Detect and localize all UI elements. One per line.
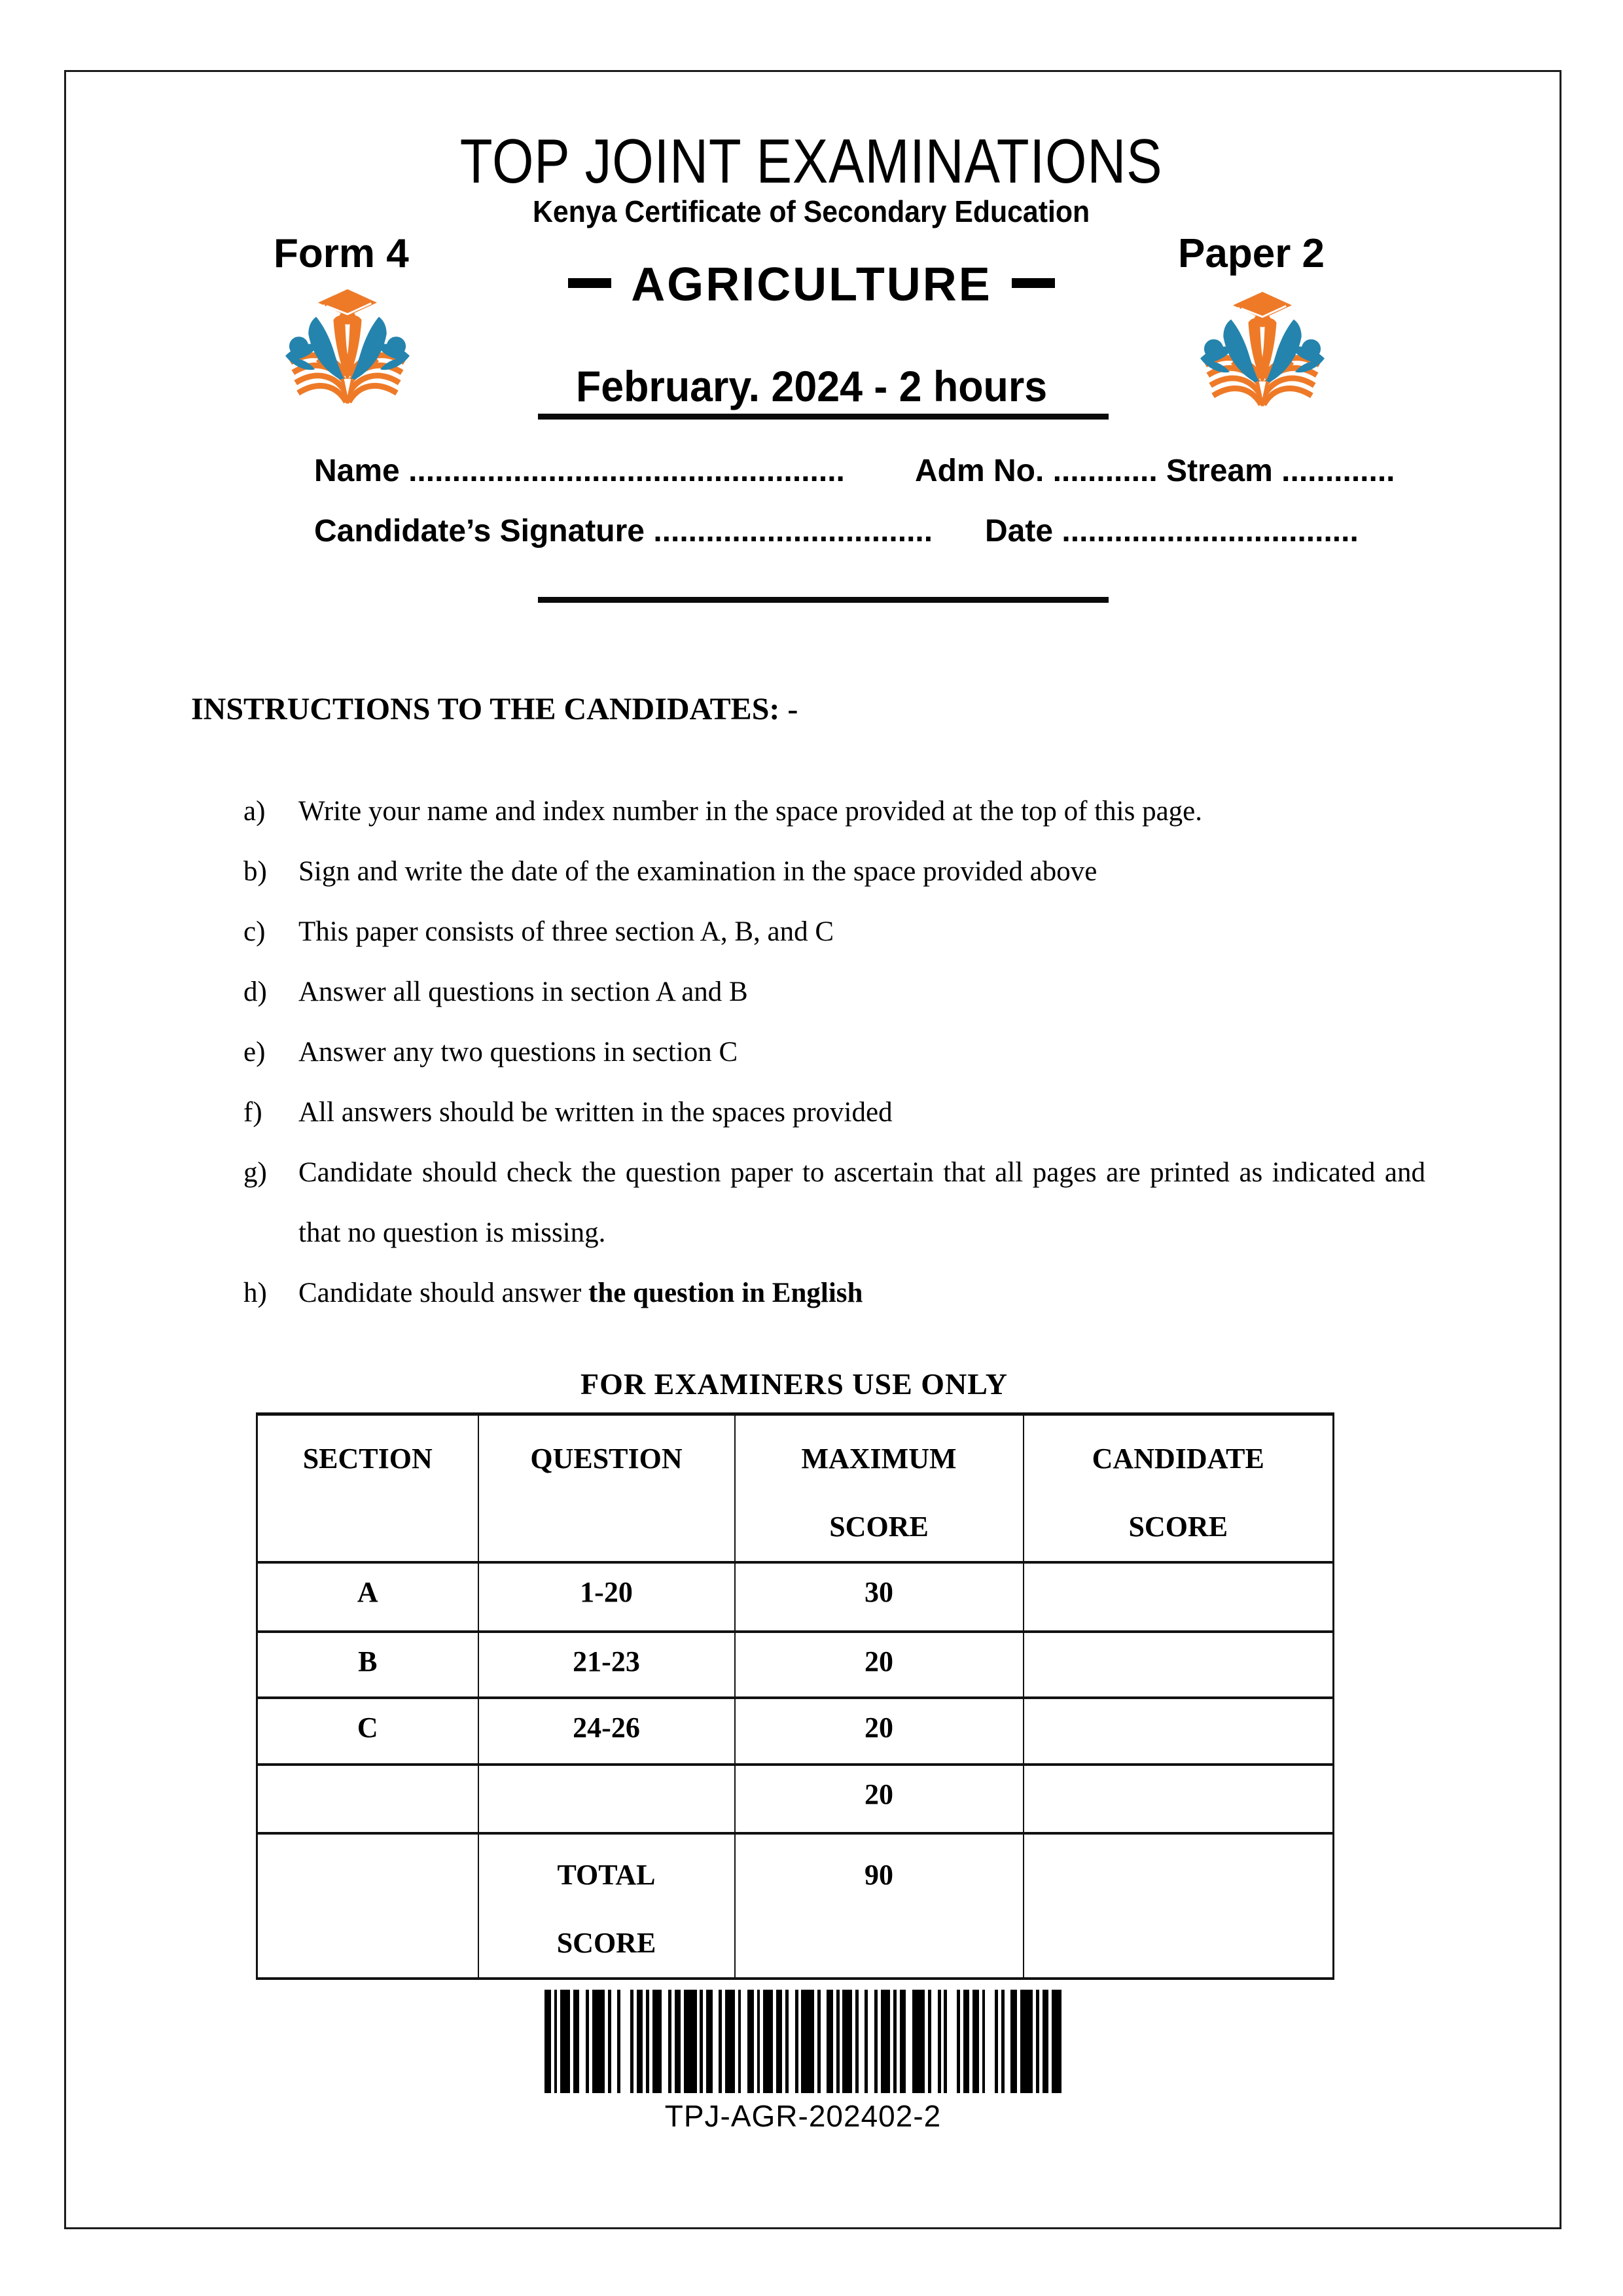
cell-question — [478, 1765, 735, 1833]
stream-field-dots: ............. — [1281, 454, 1395, 488]
name-label: Name — [314, 454, 400, 488]
header-section: SECTION — [257, 1414, 478, 1563]
cell-section: C — [257, 1698, 478, 1765]
cell-candidate-score — [1024, 1833, 1334, 1979]
subject-line — [0, 258, 1623, 312]
cell-candidate-score — [1024, 1765, 1334, 1833]
page-title — [0, 126, 1623, 198]
header-max-score: SCORE — [829, 1511, 929, 1543]
instruction-item-h — [243, 1263, 1425, 1323]
cell-question: 1-20 — [478, 1562, 735, 1632]
item-letter: h) — [243, 1278, 267, 1308]
barcode — [544, 1990, 1061, 2093]
cell-candidate-score — [1024, 1632, 1334, 1698]
item-text — [298, 1263, 1425, 1323]
cell-max-score: 30 — [735, 1562, 1024, 1632]
name-field — [314, 453, 845, 489]
cell-question: 24-26 — [478, 1698, 735, 1765]
table-row-section-c — [257, 1698, 1334, 1765]
total-label-line2: SCORE — [556, 1927, 656, 1959]
instruction-item-a — [243, 781, 1425, 842]
item-text-regular: Candidate should answer — [298, 1278, 589, 1308]
item-letter: e) — [243, 1037, 266, 1067]
table-row-section-a — [257, 1562, 1334, 1632]
cell-question: 21-23 — [478, 1632, 735, 1698]
adm-stream-field — [915, 453, 1395, 489]
stream-label: Stream — [1166, 454, 1273, 488]
date-field — [985, 513, 1359, 549]
item-letter: c) — [243, 916, 266, 947]
instructions-heading: INSTRUCTIONS TO THE CANDIDATES: - — [191, 692, 798, 726]
instruction-item-e — [243, 1022, 1425, 1083]
cell-section: A — [257, 1562, 478, 1632]
session-text: February. 2024 - 2 hours — [575, 362, 1048, 410]
session-line — [0, 361, 1623, 411]
item-text: Write your name and index number in the space provided at the top of this page. — [298, 796, 1203, 827]
instruction-item-g — [243, 1143, 1425, 1263]
header-maximum: MAXIMUM — [801, 1443, 957, 1475]
dash-decoration-left — [568, 278, 611, 288]
header-candidate: CANDIDATE — [1092, 1443, 1264, 1475]
signature-label: Candidate’s Signature — [314, 514, 645, 548]
signature-field-dots: ................................ — [653, 514, 933, 548]
item-text: All answers should be written in the spaces provided — [298, 1097, 893, 1128]
item-text: Answer any two questions in section C — [298, 1037, 738, 1067]
date-field-dots: .................................. — [1061, 514, 1359, 548]
cell-max-score: 20 — [735, 1698, 1024, 1765]
item-text: Sign and write the date of the examination in the space provided above — [298, 856, 1097, 887]
cell-section — [257, 1765, 478, 1833]
item-letter: b) — [243, 856, 267, 887]
cell-section: B — [257, 1632, 478, 1698]
cell-section — [257, 1833, 478, 1979]
cell-candidate-score — [1024, 1562, 1334, 1632]
header-candidate-score — [1024, 1414, 1334, 1563]
total-label-line1: TOTAL — [557, 1859, 656, 1891]
item-letter: a) — [243, 796, 266, 827]
name-field-dots: .................................................. — [408, 454, 845, 488]
item-text-bold: the question in English — [588, 1278, 863, 1308]
divider-rule-bottom — [538, 597, 1109, 603]
barcode-text: TPJ-AGR-202402-2 — [664, 2099, 942, 2133]
instruction-item-f — [243, 1083, 1425, 1143]
cell-total-score-label — [478, 1833, 735, 1979]
examiners-table — [256, 1412, 1334, 1980]
adm-field-dots: ............ — [1052, 454, 1158, 488]
cell-max-score: 90 — [735, 1833, 1024, 1979]
adm-label: Adm No. — [915, 454, 1044, 488]
signature-field — [314, 513, 933, 549]
header-question: QUESTION — [478, 1414, 735, 1563]
page-subtitle — [0, 194, 1623, 229]
page-title-text: TOP JOINT EXAMINATIONS — [460, 126, 1163, 196]
item-text: This paper consists of three section A, B, and C — [298, 916, 834, 947]
instruction-item-c — [243, 902, 1425, 962]
table-row-extra — [257, 1765, 1334, 1833]
date-label: Date — [985, 514, 1054, 548]
subject-title: AGRICULTURE — [631, 259, 992, 311]
item-text: Answer all questions in section A and B — [298, 977, 748, 1007]
paper-label: Paper 2 — [1178, 231, 1325, 276]
item-text: Candidate should check the question paper to ascertain that all pages are printed as indicated and that no question is missing. — [298, 1157, 1425, 1248]
divider-rule-top — [538, 414, 1109, 420]
page-subtitle-text: Kenya Certificate of Secondary Education — [533, 194, 1090, 228]
table-row-section-b — [257, 1632, 1334, 1698]
table-header-row — [257, 1414, 1334, 1563]
cell-max-score: 20 — [735, 1632, 1024, 1698]
instruction-item-d — [243, 962, 1425, 1022]
instructions-list — [243, 781, 1425, 1323]
header-cand-score: SCORE — [1128, 1511, 1228, 1543]
item-letter: d) — [243, 977, 267, 1007]
item-letter: f) — [243, 1097, 262, 1128]
form-label: Form 4 — [274, 231, 409, 276]
cell-candidate-score — [1024, 1698, 1334, 1765]
header-maximum-score — [735, 1414, 1024, 1563]
examiners-table-title: FOR EXAMINERS USE ONLY — [580, 1367, 1008, 1401]
instruction-item-b — [243, 842, 1425, 902]
item-letter: g) — [243, 1157, 267, 1188]
dash-decoration-right — [1012, 278, 1055, 288]
table-row-total — [257, 1833, 1334, 1979]
cell-max-score: 20 — [735, 1765, 1024, 1833]
